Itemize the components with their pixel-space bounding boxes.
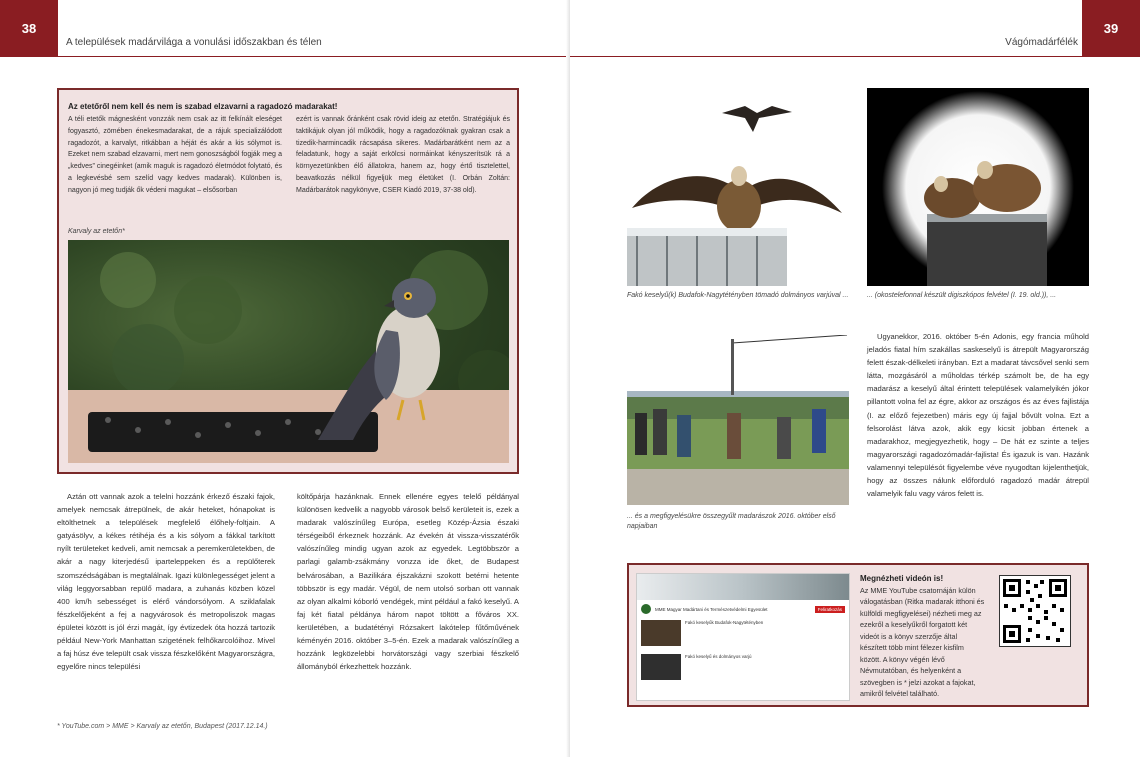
- vulture-chimney-photo: [627, 88, 849, 286]
- header-rule-left: [58, 56, 570, 57]
- video-info-box: [627, 563, 1089, 707]
- video-title[interactable]: Fakó keselyű és dolmányos varjú: [685, 654, 752, 659]
- page-number-left: 38: [0, 0, 58, 57]
- running-head-left: A települések madárvilága a vonulási időszakban és télen: [66, 37, 322, 48]
- caption-vulture: Fakó keselyű(k) Budafok-Nagytétényben tömadó dolmányos varjúval ...: [627, 292, 849, 299]
- right-page: [570, 0, 1140, 757]
- video-text-area: [860, 573, 985, 701]
- box-caption: Karvaly az etetőn*: [68, 228, 125, 235]
- video-box-title: Megnézheti videón is!: [860, 574, 944, 583]
- youtube-video-row-1[interactable]: [637, 616, 849, 650]
- video-title[interactable]: Fakó keselyűk Budafok-Nagytétényben: [685, 620, 764, 625]
- video-thumbnail[interactable]: [641, 654, 681, 680]
- youtube-video-row-2[interactable]: [637, 650, 849, 684]
- footnote: * YouTube.com > MME > Karvaly az etetőn, Budapest (2017.12.14.): [57, 723, 268, 730]
- qr-code-graphic: [1000, 576, 1070, 646]
- digiscope-illustration: [867, 88, 1089, 286]
- box-column-2: ezért is vannak őránként csak rövid ideig az etetőn. Stratégiájuk és taktikájuk olyan jól működik, hogy a ragadozóknak gyakran csak a tizedik-harmincadik rácsapása sikeres. Madárbarátként nem az a feladatunk, hogy a saját erkölcsi normáinkat kényszerítsük rá a környezetünkben élő állatokra, hanem az, hogy értő tisztelettel, beavatkozás nélkül figyeljük meg életüket (I. Orbán Zoltán: Madárbarátok nagykönyve, CSER Kiadó 2019, 37-38 old).: [296, 116, 510, 194]
- header-rule-right: [570, 56, 1086, 57]
- caption-digiscope: ... (okostelefonnal készült digiszkópos felvétel (I. 19. old.)), ...: [867, 292, 1057, 299]
- box-title: Az etetőről nem kell és nem is szabad elzavarni a ragadozó madarakat!: [68, 102, 338, 111]
- digiscope-photo: [867, 88, 1089, 286]
- video-thumbnail[interactable]: [641, 620, 681, 646]
- body-column-right: [867, 330, 1089, 500]
- box-column-1: A téli etetők mágnesként vonzzák nem csak az itt felkínált eleséget fogyasztó, zömében énekesmadarakat, de a rájuk specializálódott ragadozót, a karvalyt, ritkábban a héját és akár a kis sólymot is. Ezeket nem szabad elzavarni, mert nem gonoszságból fogják meg a „kedves” cinegéinket (amik maguk is ragadozó életmódot folytató, és a legkevésbé sem szelíd vagy kedves madarak). Különben is, nagyon jó meg tudják ők védeni magukat – elsősorban: [68, 116, 282, 194]
- video-box-text: Az MME YouTube csatornáján külön válogatásban (Ritka madarak itthoni és külföldi megfigyelései) nézheti meg az ezekről a keselyűkről forgatott két videót is a könyv szerzője által készített több mint félezer kisfilm között. A könyv végén lévő Névmutatóban, és helyenként a szövegben is * jelzi azokat a fajokat, amikről felvétel található.: [860, 585, 985, 698]
- birders-photo: [627, 335, 849, 505]
- youtube-screenshot: [636, 573, 850, 701]
- running-head-right: Vágómadárfélék: [1005, 37, 1078, 48]
- info-box-sparrowhawk: [57, 88, 519, 474]
- channel-avatar: [641, 604, 651, 614]
- birders-illustration: [627, 335, 849, 505]
- youtube-subscribe-button[interactable]: Feliratkozás: [815, 606, 845, 613]
- sparrowhawk-illustration: [68, 240, 509, 463]
- qr-code: [999, 575, 1071, 647]
- vulture-illustration: [627, 88, 849, 286]
- page-number-right: 39: [1082, 0, 1140, 57]
- body-paragraph: költőpárja hazánknak. Ennek ellenére egyes telelő példányal különösen kedvelik a nagyobb városok belső kerületeit is, ezek a madarak valószínűleg Európa, esetleg Közép-Ázsia északi térségeiből érkeznek hozzánk. Az évekén át visszа-visszatérők valószínűleg mindig ugyan azok az egyedek. Legtöbbször a parlagi galamb-zsákmány vonzza ide őket, de Budapest belvárosában, a Bazilikára éjszakázni szokott betérni hetente többször is egy madár. Végül, de nem utolsó sorban ott vannak az olyan alkalmi kóborló vendégek, mint például a fakó keselyű. A faj két fiatal példánya három napot töltött a főváros XX. kerületében, a budatétényi Rózsakert lakótelep fűtőművének kéményén 2016. október 3–5-én. Ezek a madarak valószínűleg a hozzánk legközelebbi horvátországi vagy szerbiai fészkelő állományból érkezhettek hozzánk.: [297, 492, 519, 672]
- body-paragraph: Ugyanekkor, 2016. október 5-én Adonis, egy francia műhold jeladós fiatal hím szakállas saskeselyű is átrepült Magyarország felett észak-délkeleti irányban. Ezt a madarat távcsővel senki sem látta, mozgásáról a műholdas térkép számolt be, de ha egy madarász a keselyű által érintett települések valamelyikén jókor pillantott volna fel az égre, akkor az országos és az éves fajlistája (I. az előző fejezetben) máris egy új fajjal bővült volna. Ezt a felsorolást látva azok, akik egy kicsit jobban értenek a madarakhoz, megjegyezhetik, hogy – De hát ez szinte a teljes magyarországi ragadozómadár-fajlista! És igazuk is van. Hazánk valamennyi településót figyelembe véve nyugodtan kijelenthetjük, hogy az összes nálunk előforduló ragadozó madár átrepül valamelyik falu vagy város felett is.: [867, 332, 1089, 499]
- caption-birders: ... és a megfigyelésükre összegyűlt madarászok 2016. október első napjaiban: [627, 513, 836, 530]
- youtube-banner: [637, 574, 849, 600]
- sparrowhawk-photo: [68, 240, 509, 463]
- youtube-channel-name: MME Magyar Madártani és Természetvédelmi Egyesület: [655, 606, 768, 612]
- youtube-channel-row: [637, 600, 849, 616]
- body-column-2: [297, 490, 519, 673]
- body-column-1: [57, 490, 275, 673]
- body-paragraph: Aztán ott vannak azok a telelni hozzánk érkező északi fajok, amelyek nemcsak átrepülnek, de akár heteket, hónapokat is eltölthetnek a települések megfelelő élőhely-foltjain. A gatyásölyv, a kékes rétihéja és a kis sólyom a fákkal tarkított nyílt területeket kedveli, amit nemcsak a peremkerületekben, de akár a nagy kiterjedésű iparteleppeken és a repülőterek szomszédságában is megtalálnak. Igazi különlegességet jelent a világ leggyorsabban repülő madara, a zuhanás közben közel 400 km/h sebességet is elérő vándorsólyom. A sziklafalak fészkelőjeként a fej a nagyvárosok és metropoliszok magas épületei között is jól érzi magát, így évtizedek óta hozzá tartozik például New-York Manhattan szigetének felhőkarcolóihoz. Mivel a faj húsz éve települt csak vissza fészkelőként Magyarországra, egyelőre nincs települési: [57, 492, 275, 672]
